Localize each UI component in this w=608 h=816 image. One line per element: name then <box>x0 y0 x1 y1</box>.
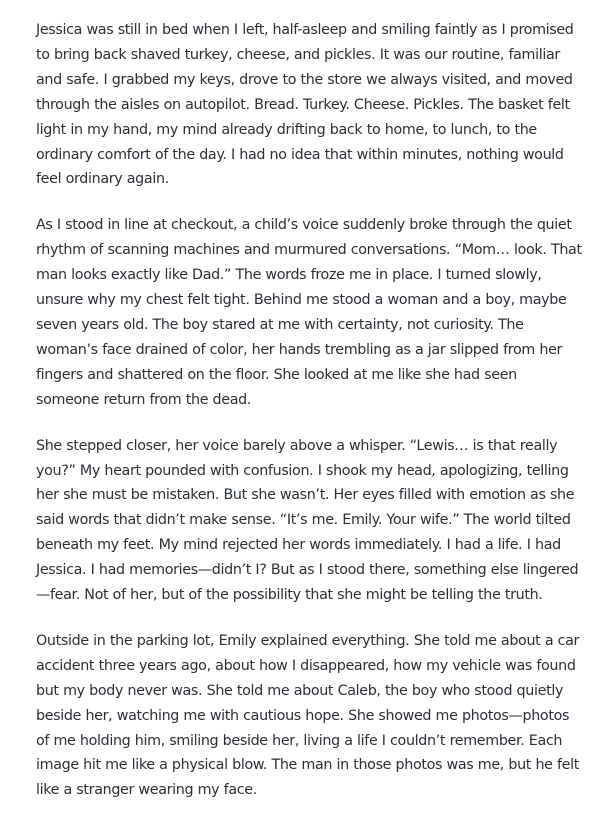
paragraph: She stepped closer, her voice barely above a whisper. “Lewis… is that really you?” My heart pounded with confusion. I shook my head, apologizing, telling her she must be mistaken. But she wasn’t. Her eyes filled with emotion as she said words that didn’t make sense. “It’s me. Emily. Your wife.” The world tilted beneath my feet. My mind rejected her words immediately. I had a life. I had Jessica. I had memories—didn’t I? But as I stood there, something else lingered—fear. Not of her, but of the possibility that she might be telling the truth. <box>36 437 579 604</box>
article-body <box>36 18 584 803</box>
paragraph: Outside in the parking lot, Emily explained everything. She told me about a car accident three years ago, about how I disappeared, how my vehicle was found but my body never was. She told me about Caleb, the boy who stood quietly beside her, watching me with cautious hope. She showed me photos—photos of me holding him, smiling beside her, living a life I couldn’t remember. Each image hit me like a physical blow. The man in those photos was me, but he felt like a stranger wearing my face. <box>36 632 580 799</box>
paragraph: Jessica was still in bed when I left, half-asleep and smiling faintly as I promised to bring back shaved turkey, cheese, and pickles. It was our routine, familiar and safe. I grabbed my keys, drove to the store we always visited, and moved through the aisles on autopilot. Bread. Turkey. Cheese. Pickles. The basket felt light in my hand, my mind already drifting back to home, to lunch, to the ordinary comfort of the day. I had no idea that within minutes, nothing would feel ordinary again. <box>36 22 574 188</box>
paragraph: As I stood in line at checkout, a child’s voice suddenly broke through the quiet rhythm of scanning machines and murmured conversations. “Mom… look. That man looks exactly like Dad.” The words froze me in place. I turned slowly, unsure why my chest felt tight. Behind me stood a woman and a boy, maybe seven years old. The boy stared at me with certainty, not curiosity. The woman’s face drained of color, her hands trembling as a jar slipped from her fingers and shattered on the floor. She looked at me like she had seen someone return from the dead. <box>36 217 582 408</box>
